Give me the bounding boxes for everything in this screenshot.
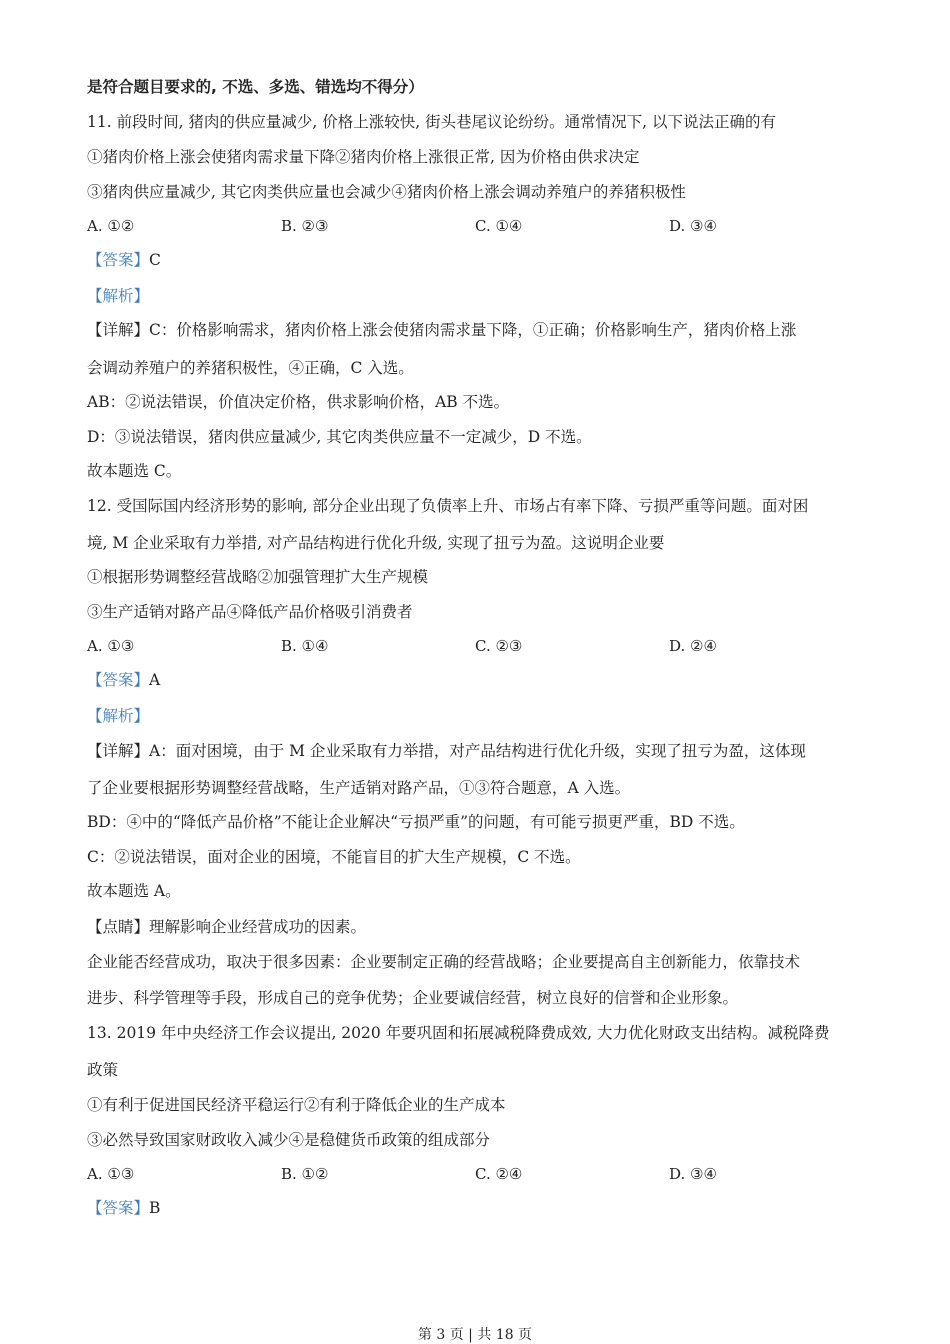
detail-text: A：面对困境，由于 M 企业采取有力举措，对产品结构进行优化升级，实现了扭亏为盈，这体现 (149, 742, 806, 760)
question-stem: 11. 前段时间, 猪肉的供应量减少, 价格上涨较快, 街头巷尾议论纷纷。通常情况下, 以下说法正确的有 (87, 113, 776, 131)
detail-line (87, 741, 806, 761)
statement: ①猪肉价格上涨会使猪肉需求量下降②猪肉价格上涨很正常, 因为价格由供求决定 (87, 148, 640, 166)
answer-line (87, 670, 160, 690)
option-c: C. ②④ (475, 1165, 523, 1183)
detail-line: AB：②说法错误，价值决定价格，供求影响价格，AB 不选。 (87, 393, 510, 411)
tip-detail: 进步、科学管理等手段，形成自己的竞争优势；企业要诚信经营，树立良好的信誉和企业形象。 (87, 989, 739, 1007)
page-footer: 第 3 页 | 共 18 页 (417, 1327, 533, 1343)
tip-text: 理解影响企业经营成功的因素。 (149, 918, 367, 936)
conclusion: 故本题选 C。 (87, 462, 182, 480)
detail-line: BD：④中的“降低产品价格”不能让企业解决“亏损严重”的问题，有可能亏损更严重，BD 不选。 (87, 813, 745, 831)
header-line: 是符合题目要求的, 不选、多选、错选均不得分） (87, 78, 424, 96)
answer-label: 【答案】 (87, 671, 150, 689)
answer-label: 【答案】 (87, 251, 150, 269)
tip-line (87, 917, 366, 937)
answer-value: B (149, 1199, 161, 1217)
statement: ③生产适销对路产品④降低产品价格吸引消费者 (87, 603, 413, 621)
statement: ③猪肉供应量减少, 其它肉类供应量也会减少④猪肉价格上涨会调动养殖户的养猪积极性 (87, 183, 686, 201)
option-a: A. ①③ (87, 1165, 135, 1183)
detail-line: 会调动养殖户的养猪积极性，④正确，C 入选。 (87, 359, 414, 377)
option-b: B. ②③ (281, 217, 329, 235)
detail-label: 【详解】 (87, 321, 150, 339)
detail-label: 【详解】 (87, 742, 150, 760)
tip-detail: 企业能否经营成功，取决于很多因素：企业要制定正确的经营战略；企业要提高自主创新能力，依靠技术 (87, 953, 801, 971)
option-b: B. ①④ (281, 637, 329, 655)
answer-line (87, 250, 161, 270)
detail-line: D：③说法错误，猪肉供应量减少, 其它肉类供应量不一定减少，D 不选。 (87, 428, 592, 446)
detail-line (87, 320, 796, 340)
analysis-label: 【解析】 (87, 287, 150, 305)
statement: ①有利于促进国民经济平稳运行②有利于降低企业的生产成本 (87, 1096, 506, 1114)
option-d: D. ②④ (669, 637, 717, 655)
option-b: B. ①② (281, 1165, 329, 1183)
question-stem: 政策 (87, 1061, 119, 1079)
answer-line (87, 1198, 160, 1218)
answer-value: A (149, 671, 161, 689)
question-stem: 境, M 企业采取有力举措, 对产品结构进行优化升级, 实现了扭亏为盈。这说明企业要 (87, 534, 665, 552)
statement: ③必然导致国家财政收入减少④是稳健货币政策的组成部分 (87, 1131, 491, 1149)
option-d: D. ③④ (669, 1165, 717, 1183)
option-a: A. ①③ (87, 637, 135, 655)
question-stem: 13. 2019 年中央经济工作会议提出, 2020 年要巩固和拓展减税降费成效, 大力优化财政支出结构。减税降费 (87, 1024, 830, 1042)
conclusion: 故本题选 A。 (87, 882, 181, 900)
analysis-label: 【解析】 (87, 707, 150, 725)
option-c: C. ②③ (475, 637, 523, 655)
detail-line: 了企业要根据形势调整经营战略，生产适销对路产品，①③符合题意，A 入选。 (87, 779, 631, 797)
detail-line: C：②说法错误，面对企业的困境，不能盲目的扩大生产规模，C 不选。 (87, 848, 581, 866)
question-stem: 12. 受国际国内经济形势的影响, 部分企业出现了负债率上升、市场占有率下降、亏损严重等问题。面对困 (87, 497, 809, 515)
answer-value: C (149, 251, 161, 269)
detail-text: C：价格影响需求，猪肉价格上涨会使猪肉需求量下降，①正确；价格影响生产，猪肉价格上涨 (149, 321, 797, 339)
tip-label: 【点睛】 (87, 918, 150, 936)
option-d: D. ③④ (669, 217, 717, 235)
option-a: A. ①② (87, 217, 135, 235)
answer-label: 【答案】 (87, 1199, 150, 1217)
statement: ①根据形势调整经营战略②加强管理扩大生产规模 (87, 568, 429, 586)
option-c: C. ①④ (475, 217, 523, 235)
